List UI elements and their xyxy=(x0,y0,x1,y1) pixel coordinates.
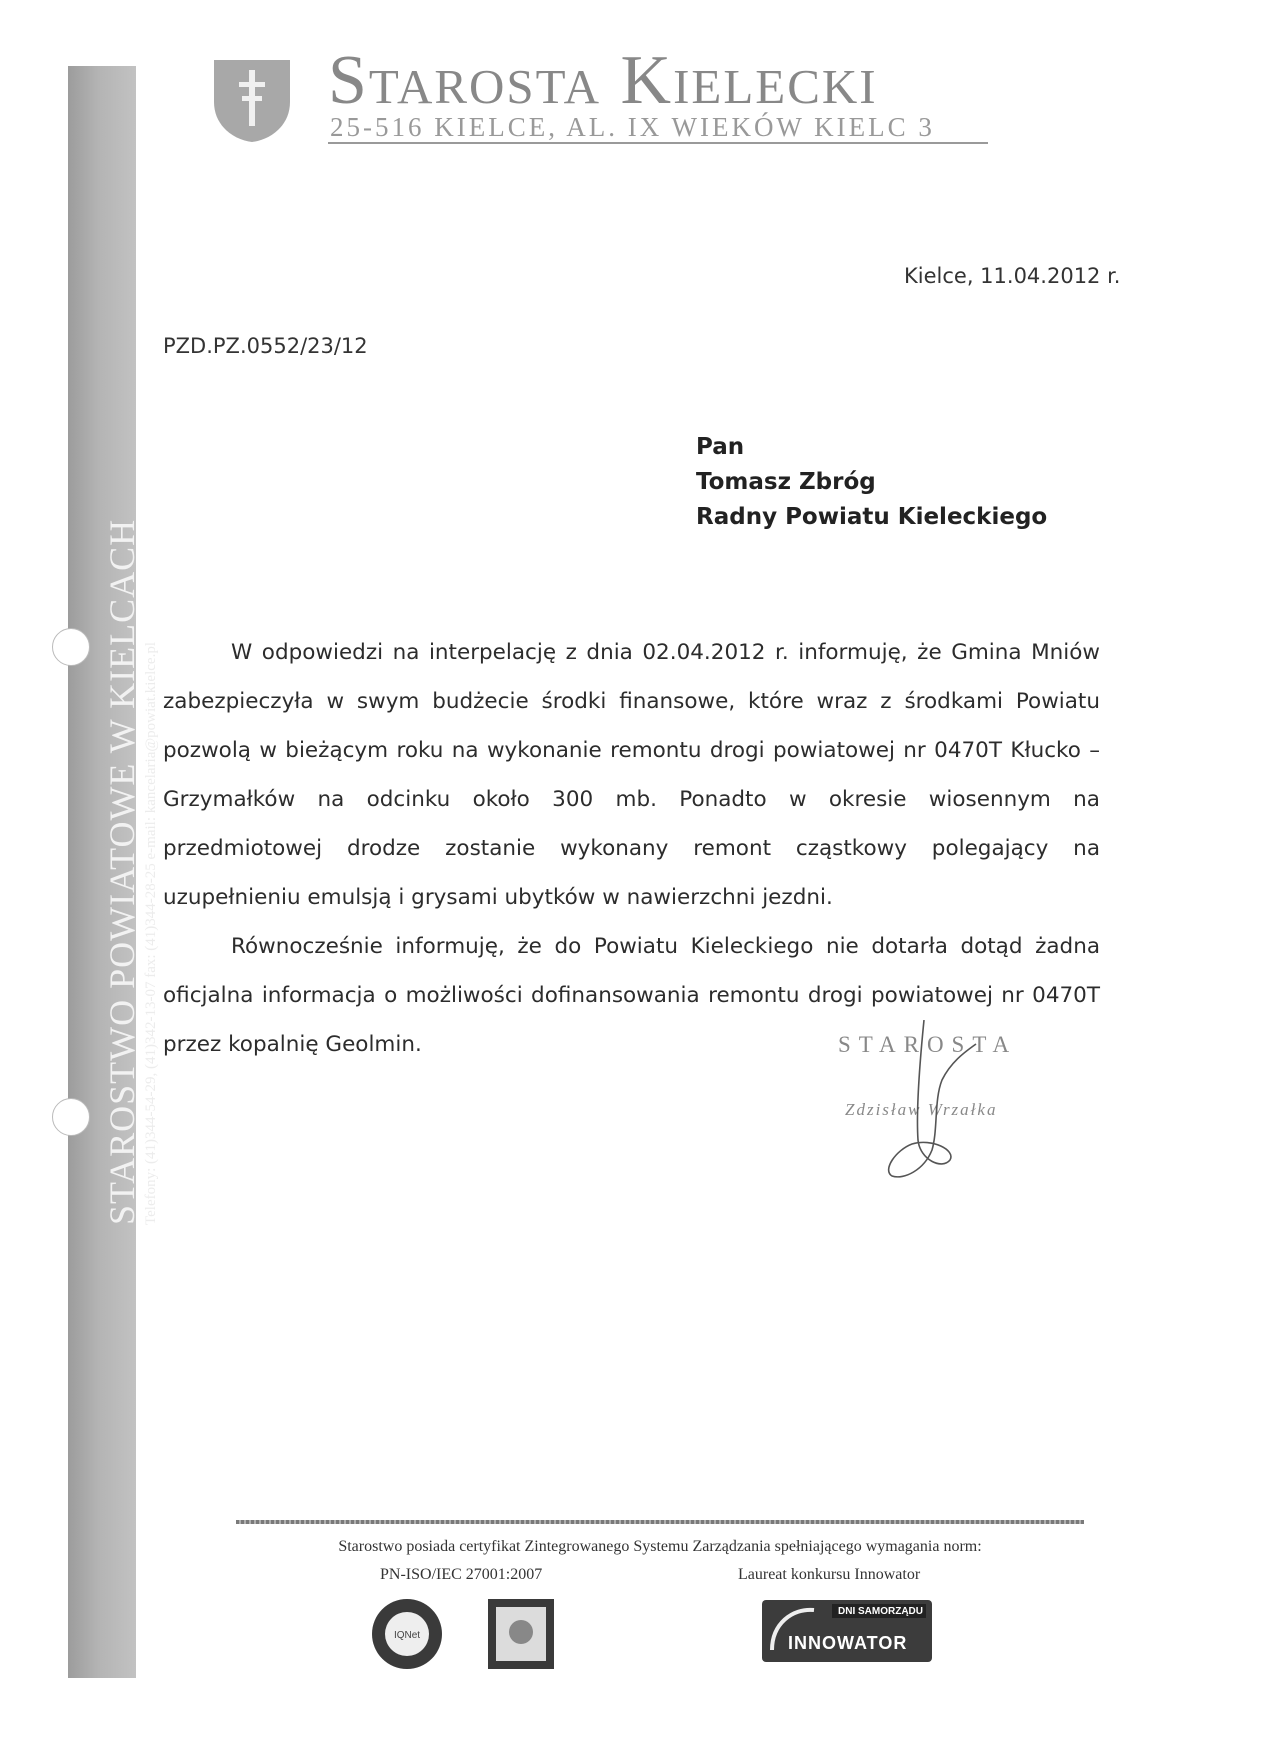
recipient-salutation: Pan xyxy=(696,434,745,460)
letter-date: Kielce, 11.04.2012 r. xyxy=(904,264,1121,288)
punch-hole-bottom xyxy=(52,1098,90,1136)
letter-reference: PZD.PZ.0552/23/12 xyxy=(163,334,368,358)
footer-iso-standard: PN-ISO/IEC 27001:2007 xyxy=(380,1566,543,1583)
punch-hole-top xyxy=(52,628,90,666)
recipient-block xyxy=(696,430,1047,535)
header-address: 25-516 KIELCE, AL. IX WIEKÓW KIELC 3 xyxy=(330,112,935,142)
recipient-title: Radny Powiatu Kieleckiego xyxy=(696,504,1048,530)
header-title: Starosta Kielecki xyxy=(328,42,878,119)
certificate-emblem-icon xyxy=(488,1599,554,1669)
coat-of-arms-icon xyxy=(212,58,292,142)
letter-body xyxy=(163,628,1100,1069)
innowator-top-text: DNI SAMORZĄDU xyxy=(838,1606,923,1617)
footer-laureat: Laureat konkursu Innowator xyxy=(738,1566,921,1583)
innowator-label: INNOWATOR xyxy=(788,1633,908,1653)
signature-title: STAROSTA xyxy=(838,1032,1018,1057)
certification-seal-icon xyxy=(370,1597,444,1671)
signature-name: Zdzisław Wrzałka xyxy=(845,1100,998,1119)
sidebar-contact: Telefony: (41)344-54-29, (41)342-13-07 fax: (41)344-28-25 e-mail: kancelaria@powiat.kielce.pl xyxy=(143,642,159,1225)
body-paragraph: W odpowiedzi na interpelację z dnia 02.04.2012 r. informuję, że Gmina Mniów zabezpieczyła w swym budżecie środki finansowe, które wraz z środkami Powiatu pozwolą w bieżącym roku na wykonanie remontu drogi powiatowej nr 0470T Kłucko – Grzymałków na odcinku około 300 mb. Ponadto w okresie wiosennym na przedmiotowej drodze zostanie wykonany remont cząstkowy polegający na uzupełnieniu emulsją i grysami ubytków w nawierzchni jezdni. xyxy=(163,640,1100,910)
sidebar-title: STAROSTWO POWIATOWE W KIELCACH xyxy=(102,518,142,1225)
seal-text: IQNet xyxy=(393,1630,421,1641)
footer-certificate-text: Starostwo posiada certyfikat Zintegrowanego Systemu Zarządzania spełniającego wymagania norm: xyxy=(338,1538,982,1555)
sidebar-text xyxy=(102,519,160,1225)
body-paragraph: Równocześnie informuję, że do Powiatu Kieleckiego nie dotarła dotąd żadna oficjalna informacja o możliwości dofinansowania remontu drogi powiatowej nr 0470T przez kopalnię Geolmin. xyxy=(163,934,1100,1057)
footer-divider xyxy=(236,1520,1084,1524)
recipient-name: Tomasz Zbróg xyxy=(696,469,876,495)
handwritten-signature-icon xyxy=(872,1020,982,1180)
header-divider xyxy=(328,142,988,144)
